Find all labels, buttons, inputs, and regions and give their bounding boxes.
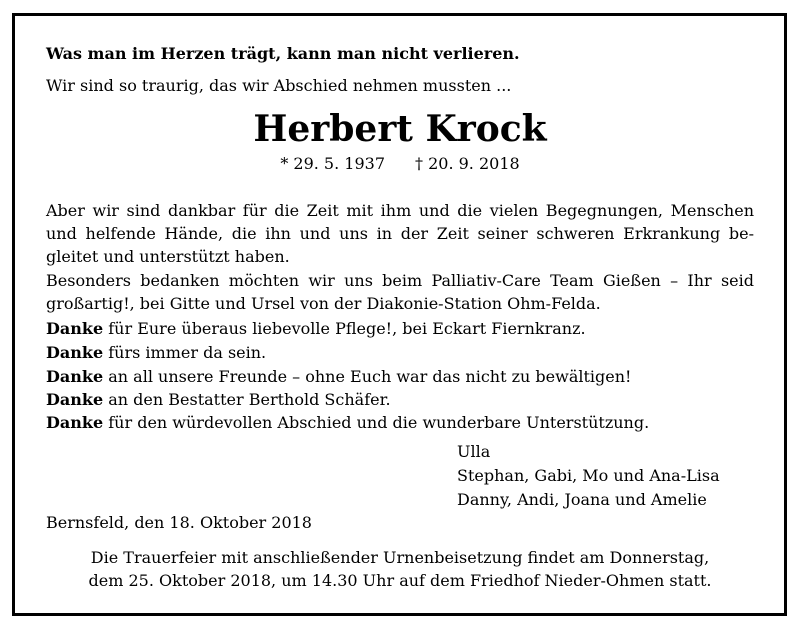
thanks-line	[46, 411, 649, 434]
funeral-notice-line: Die Trauerfeier mit anschließender Urnenbeisetzung findet am Donnerstag,	[90, 548, 710, 567]
death-date: † 20. 9. 2018	[415, 154, 520, 173]
thanks-word: Danke	[46, 343, 104, 362]
thanks-word: Danke	[46, 390, 104, 409]
special-thanks-line: Besonders bedanken möchten wir uns beim Palliativ-Care Team Gießen – Ihr seid	[46, 271, 754, 290]
thanks-text: fürs immer da sein.	[108, 343, 267, 362]
signature-line: Danny, Andi, Joana und Amelie	[457, 490, 707, 509]
signature-line: Ulla	[457, 442, 491, 461]
thanks-line	[46, 341, 266, 364]
deceased-name: Herbert Krock	[253, 108, 547, 150]
thanks-text: an all unsere Freunde – ohne Euch war das nicht zu bewältigen!	[108, 367, 632, 386]
thanks-word: Danke	[46, 319, 104, 338]
thanks-line	[46, 317, 586, 340]
thanks-line	[46, 388, 391, 411]
place-date: Bernsfeld, den 18. Oktober 2018	[46, 513, 312, 532]
thanks-line	[46, 365, 631, 388]
motto-line: Was man im Herzen trägt, kann man nicht verlieren.	[46, 44, 520, 63]
gratitude-paragraph-line: und helfende Hände, die ihn und uns in der Zeit seiner schweren Erkrankung be-	[46, 224, 754, 243]
intro-line: Wir sind so traurig, das wir Abschied nehmen mussten ...	[46, 76, 512, 95]
birth-date: * 29. 5. 1937	[280, 154, 385, 173]
thanks-text: für Eure überaus liebevolle Pflege!, bei Eckart Fiernkranz.	[108, 319, 586, 338]
gratitude-paragraph-line: Aber wir sind dankbar für die Zeit mit ihm und die vielen Begegnungen, Menschen	[46, 201, 754, 220]
funeral-notice-line: dem 25. Oktober 2018, um 14.30 Uhr auf dem Friedhof Nieder-Ohmen statt.	[88, 571, 712, 590]
gratitude-paragraph-line: gleitet und unterstützt haben.	[46, 247, 290, 266]
thanks-text: für den würdevollen Abschied und die wunderbare Unterstützung.	[108, 413, 650, 432]
thanks-text: an den Bestatter Berthold Schäfer.	[108, 390, 391, 409]
thanks-word: Danke	[46, 413, 104, 432]
life-dates	[0, 153, 800, 175]
signature-line: Stephan, Gabi, Mo und Ana-Lisa	[457, 466, 720, 485]
thanks-word: Danke	[46, 367, 104, 386]
special-thanks-line: großartig!, bei Gitte und Ursel von der Diakonie-Station Ohm-Felda.	[46, 294, 601, 313]
